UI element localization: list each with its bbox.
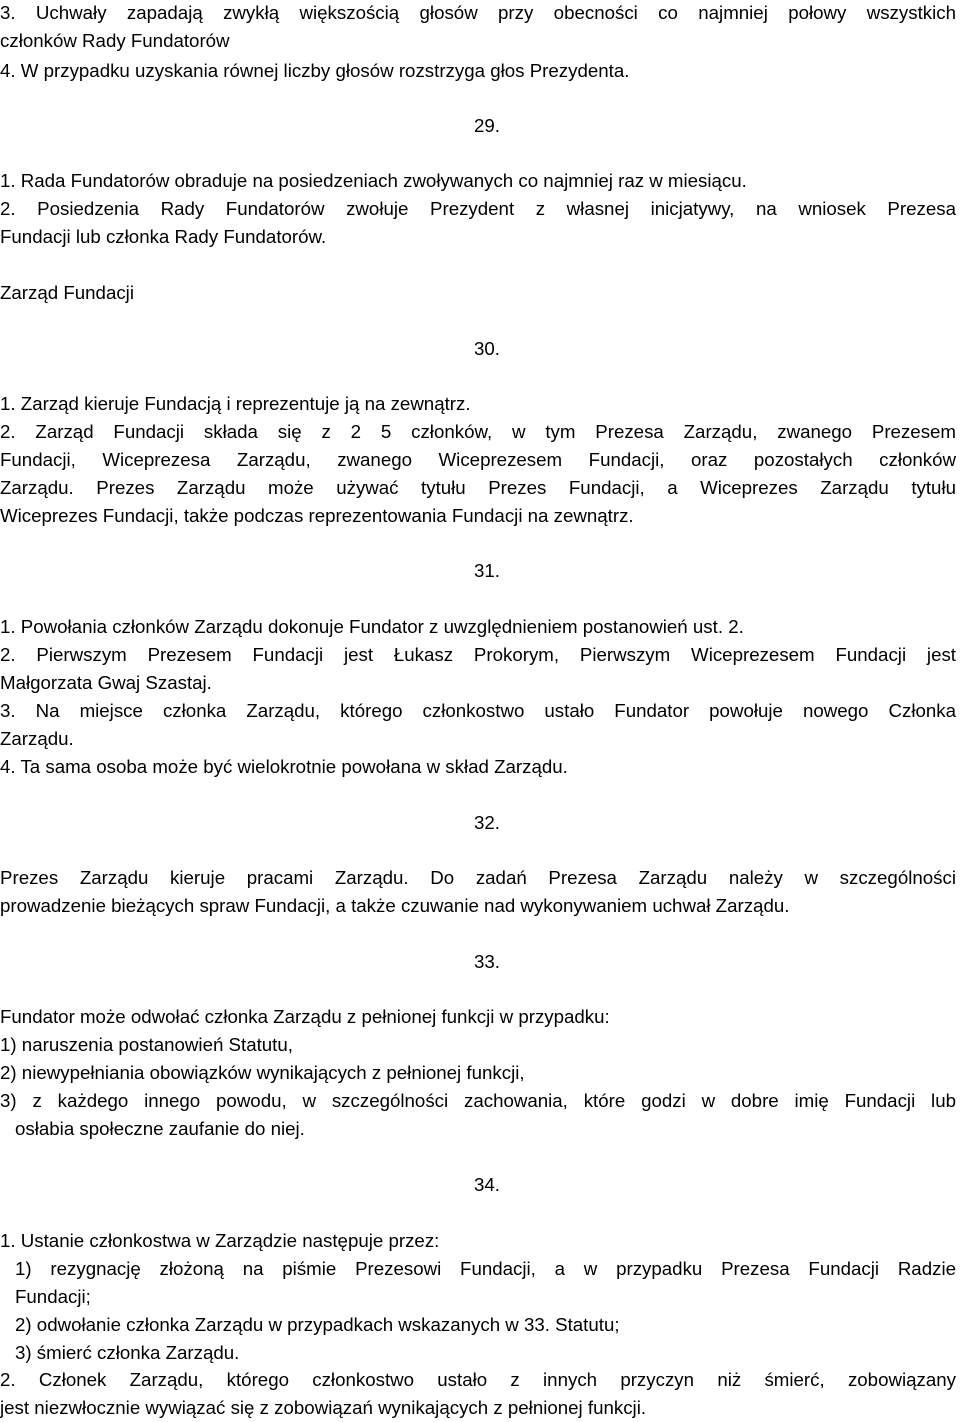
list-item: 1) naruszenia postanowień Statutu, (0, 1034, 293, 1055)
text-line: 3. Na miejsce członka Zarządu, którego członkostwo ustało Fundator powołuje nowego Członka (0, 700, 956, 721)
paragraph-number: 34. (474, 1174, 500, 1195)
paragraph-heading-33 (452, 949, 500, 975)
section-title: Zarząd Fundacji (0, 282, 134, 303)
text-line: 4. Ta sama osoba może być wielokrotnie powołana w skład Zarządu. (0, 756, 568, 777)
list-item: 3) śmierć członka Zarządu. (15, 1342, 240, 1363)
paragraph-number: 32. (474, 812, 500, 833)
text-line: Wiceprezes Fundacji, także podczas reprezentowania Fundacji na zewnątrz. (0, 505, 634, 526)
paragraph-heading-29 (452, 113, 500, 139)
paragraph-heading-34 (452, 1172, 500, 1198)
text-line: 1. Rada Fundatorów obraduje na posiedzeniach zwoływanych co najmniej raz w miesiącu. (0, 170, 747, 191)
text-line: 2. Członek Zarządu, którego członkostwo ustało z innych przyczyn niż śmierć, zobowiązany (0, 1369, 956, 1390)
text-line: Zarządu. (0, 728, 74, 749)
paragraph-heading-31 (452, 558, 500, 584)
paragraph-number: 31. (474, 560, 500, 581)
text-line: 2. Zarząd Fundacji składa się z 2 5 członków, w tym Prezesa Zarządu, zwanego Prezesem (0, 421, 956, 442)
paragraph-heading-32 (452, 810, 500, 836)
list-item: 2) niewypełniania obowiązków wynikających z pełnionej funkcji, (0, 1062, 525, 1083)
text-line: członków Rady Fundatorów (0, 30, 230, 51)
list-item: 3) z każdego innego powodu, w szczególności zachowania, które godzi w dobre imię Fundacji lub (0, 1090, 956, 1111)
text-line: prowadzenie bieżących spraw Fundacji, a także czuwanie nad wykonywaniem uchwał Zarządu. (0, 895, 790, 916)
text-line: Zarządu. Prezes Zarządu może używać tytułu Prezes Fundacji, a Wiceprezes Zarządu tytułu (0, 477, 956, 498)
list-item: 2) odwołanie członka Zarządu w przypadkach wskazanych w 33. Statutu; (15, 1314, 620, 1335)
text-line: 3. Uchwały zapadają zwykłą większością głosów przy obecności co najmniej połowy wszystkich (0, 2, 956, 23)
paragraph-number: 33. (474, 951, 500, 972)
text-line: Prezes Zarządu kieruje pracami Zarządu. Do zadań Prezesa Zarządu należy w szczególności (0, 867, 956, 888)
text-line: jest niezwłocznie wywiązać się z zobowiązań wynikających z pełnionej funkcji. (0, 1397, 647, 1418)
text-line: 2. Posiedzenia Rady Fundatorów zwołuje Prezydent z własnej inicjatywy, na wniosek Prezesa (0, 198, 956, 219)
text-line: Fundacji lub członka Rady Fundatorów. (0, 226, 327, 247)
list-item-continuation: osłabia społeczne zaufanie do niej. (15, 1118, 305, 1139)
text-line: 2. Pierwszym Prezesem Fundacji jest Łukasz Prokorym, Pierwszym Wiceprezesem Fundacji jest (0, 644, 956, 665)
paragraph-heading-30 (452, 336, 500, 362)
text-line: 4. W przypadku uzyskania równej liczby głosów rozstrzyga głos Prezydenta. (0, 60, 630, 81)
paragraph-number: 29. (474, 115, 500, 136)
list-item: 1) rezygnację złożoną na piśmie Prezesowi Fundacji, a w przypadku Prezesa Fundacji Radzie (15, 1258, 956, 1279)
text-line: Fundator może odwołać członka Zarządu z pełnionej funkcji w przypadku: (0, 1006, 610, 1027)
text-line: Małgorzata Gwaj Szastaj. (0, 672, 212, 693)
list-item-continuation: Fundacji; (15, 1286, 91, 1307)
text-line: 1. Ustanie członkostwa w Zarządzie następuje przez: (0, 1230, 440, 1251)
paragraph-number: 30. (474, 338, 500, 359)
text-line: 1. Powołania członków Zarządu dokonuje Fundator z uwzględnieniem postanowień ust. 2. (0, 616, 744, 637)
text-line: Fundacji, Wiceprezesa Zarządu, zwanego Wiceprezesem Fundacji, oraz pozostałych członków (0, 449, 956, 470)
text-line: 1. Zarząd kieruje Fundacją i reprezentuje ją na zewnątrz. (0, 393, 471, 414)
